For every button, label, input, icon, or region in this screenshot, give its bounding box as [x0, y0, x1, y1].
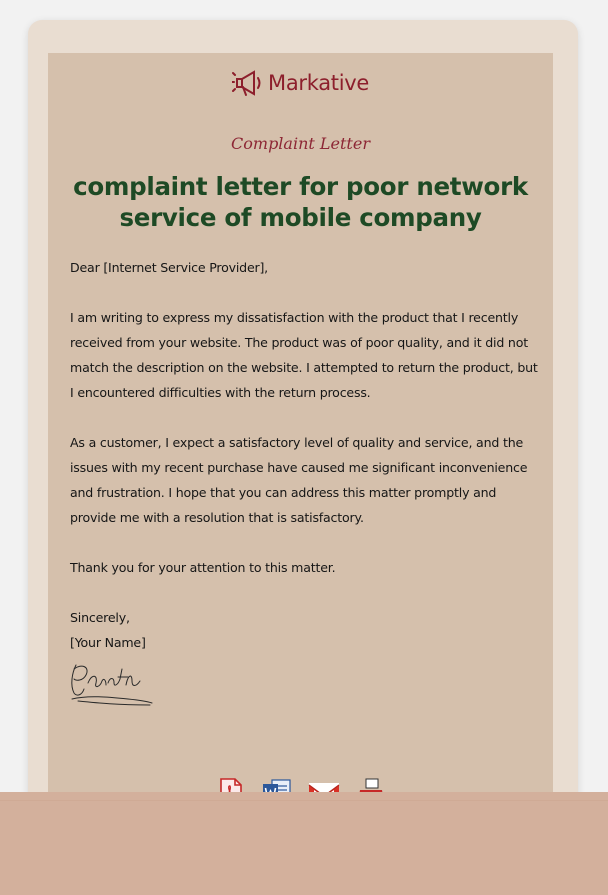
letter-paragraph-2: As a customer, I expect a satisfactory level of quality and service, and the issues with my recent purchase have caused me significant inconvenience and frustration. I hope that you can address this matter promptly and provide me with a resolution that is satisfactory.: [70, 435, 528, 525]
footer-band: [0, 792, 608, 895]
page-title: complaint letter for poor network service of mobile company: [73, 172, 528, 232]
megaphone-icon: [232, 67, 266, 99]
letter-paper: [48, 53, 553, 813]
signature-image: [68, 659, 158, 707]
letter-card: [28, 20, 578, 820]
letter-sender-name: [Your Name]: [70, 635, 146, 650]
letter-thanks: Thank you for your attention to this matter.: [70, 560, 336, 575]
logo-text: Markative: [268, 71, 369, 95]
markative-logo[interactable]: [48, 67, 553, 101]
letter-paragraph-1: I am writing to express my dissatisfaction with the product that I recently received from your website. The product was of poor quality, and it did not match the description on the website. I attempted to return the product, but I encountered difficulties with the return process.: [70, 310, 538, 400]
letter-salutation: Dear [Internet Service Provider],: [70, 260, 268, 275]
letter-body: [70, 255, 539, 655]
letter-type-label: Complaint Letter: [231, 134, 370, 153]
letter-closing: Sincerely,: [70, 610, 130, 625]
